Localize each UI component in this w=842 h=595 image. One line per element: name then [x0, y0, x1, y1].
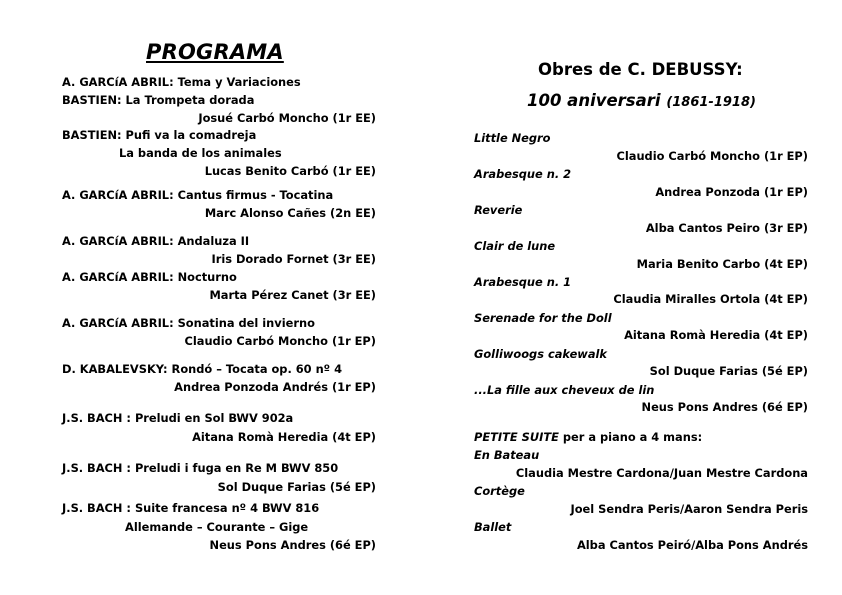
piece-title: ...La fille aux cheveux de lin — [474, 383, 655, 397]
performer: Neus Pons Andres (6é EP) — [209, 538, 376, 552]
program-item: D. KABALEVSKY: Rondó – Tocata op. 60 nº 4 — [62, 362, 342, 376]
program-item: La banda de los animales — [119, 146, 282, 160]
suite-subtitle: per a piano a 4 mans: — [562, 430, 703, 444]
program-item: J.S. BACH : Preludi i fuga en Re M BWV 850 — [62, 461, 339, 475]
performer: Marc Alonso Cañes (2n EE) — [204, 206, 376, 220]
anniversary-years: (1861-1918) — [666, 95, 756, 110]
program-item: A. GARCíA ABRIL: Cantus firmus - Tocatina — [62, 188, 334, 202]
performer: Aitana Romà Heredia (4t EP) — [192, 430, 376, 444]
debussy-subtitle — [527, 91, 756, 110]
piece-title: Arabesque n. 1 — [474, 275, 572, 289]
performer: Sol Duque Farias (5é EP) — [217, 480, 376, 494]
performer: Alba Cantos Peiro (3r EP) — [645, 221, 808, 235]
performer: Josué Carbó Moncho (1r EE) — [198, 111, 376, 125]
performer: Aitana Romà Heredia (4t EP) — [624, 328, 808, 342]
performer: Claudia Miralles Ortola (4t EP) — [613, 292, 808, 306]
programa-title: PROGRAMA — [146, 40, 284, 64]
piece-title: Reverie — [474, 203, 523, 217]
program-item: J.S. BACH : Suite francesa nº 4 BWV 816 — [62, 501, 320, 515]
suite-title: PETITE SUITE — [474, 430, 559, 444]
performer: Joel Sendra Peris/Aaron Sendra Peris — [570, 502, 808, 516]
program-item: Allemande – Courante – Gige — [125, 520, 309, 534]
program-item: J.S. BACH : Preludi en Sol BWV 902a — [62, 411, 294, 425]
performer: Maria Benito Carbo (4t EP) — [636, 257, 808, 271]
piece-title: En Bateau — [474, 448, 540, 462]
performer: Andrea Ponzoda Andrés (1r EP) — [174, 380, 376, 394]
performer: Claudia Mestre Cardona/Juan Mestre Cardona — [515, 466, 808, 480]
program-item: BASTIEN: Pufi va la comadreja — [62, 128, 257, 142]
program-item: A. GARCíA ABRIL: Sonatina del invierno — [62, 316, 315, 330]
debussy-title: Obres de C. DEBUSSY: — [538, 60, 743, 79]
program-item: A. GARCíA ABRIL: Tema y Variaciones — [62, 75, 301, 89]
piece-title: Ballet — [474, 520, 512, 534]
program-item: BASTIEN: La Trompeta dorada — [62, 93, 255, 107]
performer: Alba Cantos Peiró/Alba Pons Andrés — [576, 538, 808, 552]
performer: Neus Pons Andres (6é EP) — [641, 400, 808, 414]
piece-title: Arabesque n. 2 — [474, 167, 572, 181]
piece-title: Little Negro — [474, 131, 551, 145]
program-item: A. GARCíA ABRIL: Andaluza II — [62, 234, 250, 248]
program-item: A. GARCíA ABRIL: Nocturno — [62, 270, 237, 284]
performer: Sol Duque Farias (5é EP) — [649, 364, 808, 378]
suite-heading — [474, 430, 702, 444]
performer: Iris Dorado Fornet (3r EE) — [211, 252, 376, 266]
piece-title: Cortège — [474, 484, 525, 498]
piece-title: Serenade for the Doll — [474, 311, 612, 325]
performer: Andrea Ponzoda (1r EP) — [655, 185, 808, 199]
performer: Claudio Carbó Moncho (1r EP) — [184, 334, 376, 348]
anniversary-text: 100 aniversari — [527, 91, 661, 110]
piece-title: Golliwoogs cakewalk — [474, 347, 607, 361]
piece-title: Clair de lune — [474, 239, 556, 253]
performer: Claudio Carbó Moncho (1r EP) — [616, 149, 808, 163]
performer: Lucas Benito Carbó (1r EE) — [204, 164, 376, 178]
performer: Marta Pérez Canet (3r EE) — [209, 288, 376, 302]
